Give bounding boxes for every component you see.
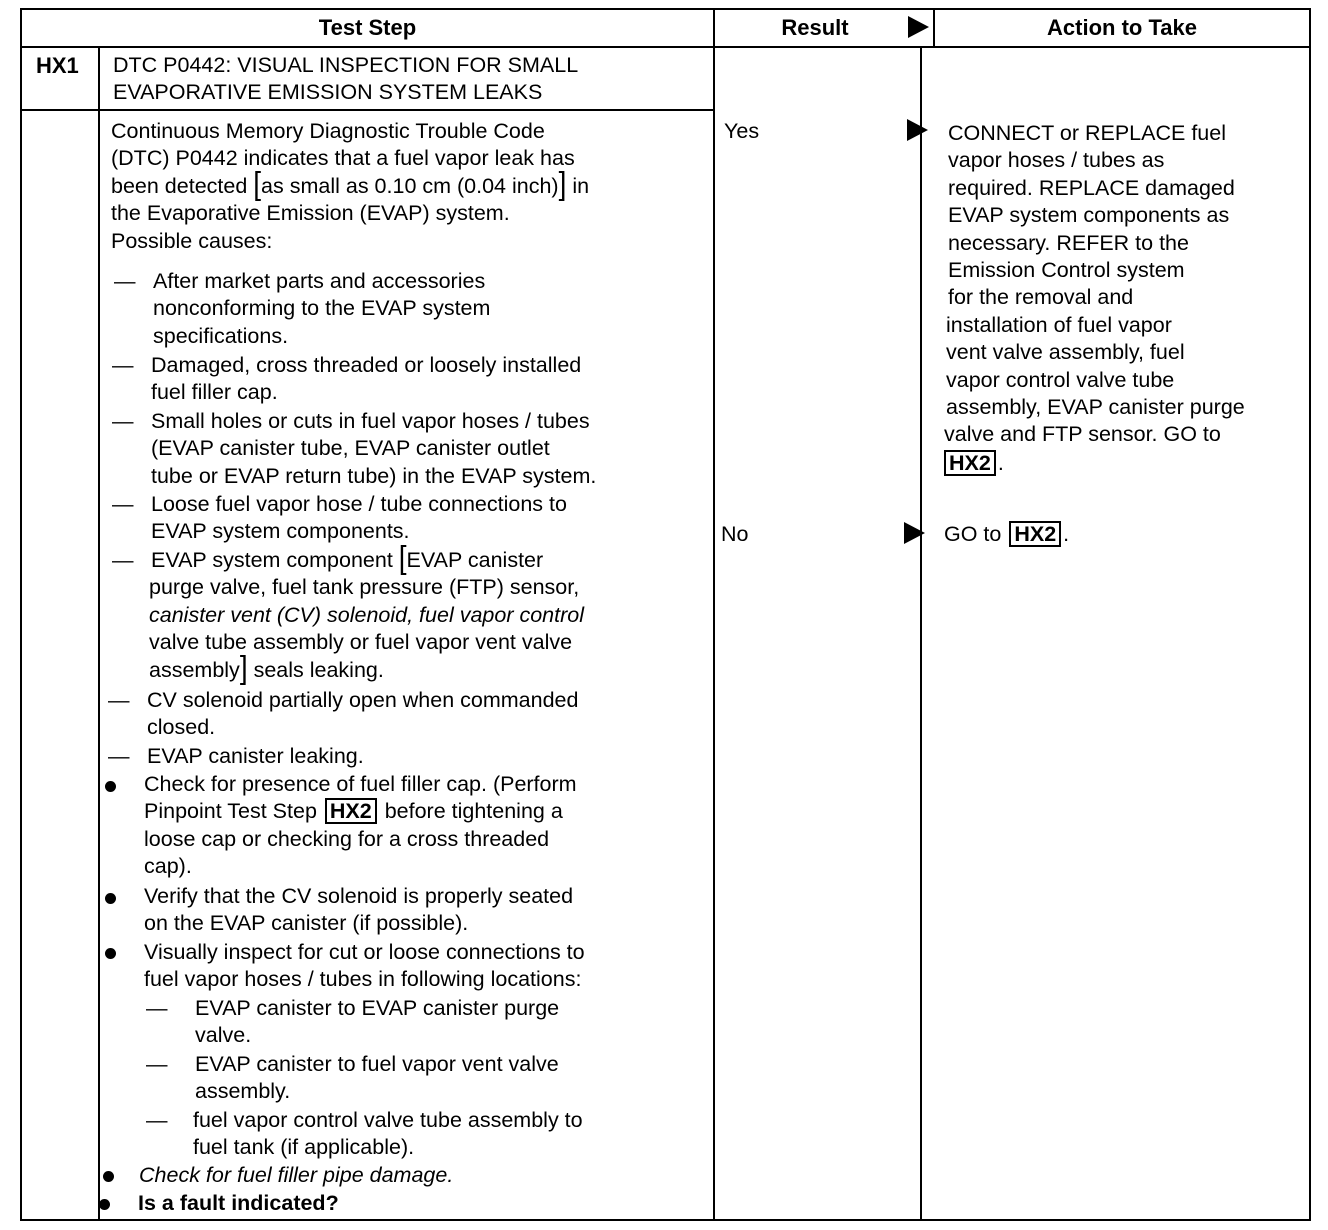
location-line: fuel tank (if applicable). [193,1135,415,1160]
close-bracket-icon: ] [239,649,248,685]
cause-line: specifications. [153,323,289,348]
intro-measurement: as small as 0.10 cm (0.04 inch) [261,173,559,198]
action-line: valve and FTP sensor. GO to [944,422,1221,447]
action-line: assembly, EVAP canister purge [946,395,1245,419]
dash-icon: — [146,996,168,1020]
close-bracket-icon: ] [558,165,567,202]
intro-line: Possible causes: [111,228,273,253]
check-line: Check for presence of fuel filler cap. (Perform [144,772,577,796]
id-cell-bottom-border [20,109,100,111]
action-line: vapor control valve tube [946,367,1175,392]
cause-text: EVAP canister [406,548,544,572]
cause-line: EVAP canister leaking. [147,744,364,768]
dash-icon: — [112,409,134,433]
step-column-border [713,8,715,1221]
step-title-bottom-border [98,109,714,111]
action-line: for the removal and [948,285,1134,310]
cause-text: assembly [149,657,240,682]
cause-line: valve tube assembly or fuel vapor vent valve [149,630,573,655]
cause-line: After market parts and accessories [153,269,486,293]
cause-line: (EVAP canister tube, EVAP canister outlet [151,436,550,461]
step-id: HX1 [36,53,79,78]
check-line: cap). [144,854,192,879]
check-line [144,798,563,825]
intro-line: Continuous Memory Diagnostic Trouble Code [111,119,545,143]
cause-line: canister vent (CV) solenoid, fuel vapor control [149,602,584,627]
cause-line: tube or EVAP return tube) in the EVAP system. [151,463,597,488]
action-line: EVAP system components as [948,203,1230,228]
intro-line: the Evaporative Emission (EVAP) system. [111,201,510,226]
bullet-icon [105,948,116,959]
dash-icon: — [146,1108,168,1132]
cause-line: Small holes or cuts in fuel vapor hoses / tubes [151,409,590,433]
step-title-line-1: DTC P0442: VISUAL INSPECTION FOR SMALL [113,53,579,77]
check-line: loose cap or checking for a cross threaded [144,826,550,851]
header-test-step: Test Step [318,15,417,40]
dash-icon: — [112,353,134,377]
action-line: vent valve assembly, fuel [946,340,1185,365]
check-line: Check for fuel filler pipe damage. [139,1163,454,1187]
check-line: Visually inspect for cut or loose connections to [144,940,585,964]
step-ref-hx2[interactable]: HX2 [325,798,377,824]
cause-text: EVAP system component [151,548,399,572]
location-line: EVAP canister to fuel vapor vent valve [195,1052,559,1076]
cause-line: fuel filler cap. [151,380,278,405]
location-line: valve. [195,1023,252,1048]
intro-line: (DTC) P0442 indicates that a fuel vapor leak has [111,146,575,171]
step-ref-hx2[interactable]: HX2 [1009,521,1061,547]
action-line: Emission Control system [948,258,1185,282]
header-arrow-icon [908,16,929,38]
cause-line: nonconforming to the EVAP system [153,296,491,321]
bullet-icon [105,893,116,904]
location-line: fuel vapor control valve tube assembly to [193,1108,583,1132]
cause-line [151,539,544,576]
action-line [944,450,1004,477]
action-line: CONNECT or REPLACE fuel [948,121,1226,145]
check-line: on the EVAP canister (if possible). [144,911,469,936]
step-title-line-2: EVAPORATIVE EMISSION SYSTEM LEAKS [113,80,543,104]
dash-icon: — [114,269,136,293]
action-line: necessary. REFER to the [948,230,1189,255]
bullet-icon [105,781,116,792]
action-text: GO to [944,522,1008,546]
action-no [944,521,1069,548]
cause-line: closed. [147,715,216,740]
open-bracket-icon: [ [253,165,262,202]
cause-line: EVAP system components. [151,519,410,544]
bullet-icon [103,1171,114,1182]
cause-line: CV solenoid partially open when commanded [147,688,579,712]
action-line: required. REPLACE damaged [948,175,1235,200]
dash-icon: — [108,688,130,712]
bullet-icon [99,1199,110,1210]
check-line: fuel vapor hoses / tubes in following locations: [144,967,582,992]
dash-icon: — [108,744,130,768]
location-line: EVAP canister to EVAP canister purge [195,996,560,1020]
action-line: vapor hoses / tubes as [948,148,1165,173]
result-column-border [920,46,922,1221]
check-text: Pinpoint Test Step [144,799,323,824]
intro-text: been detected [111,173,254,198]
cause-line [149,649,384,685]
header-action: Action to Take [1047,15,1197,40]
check-line: Verify that the CV solenoid is properly seated [144,884,574,908]
cause-line: purge valve, fuel tank pressure (FTP) sensor, [149,575,580,600]
action-text: . [997,451,1004,475]
open-bracket-icon: [ [398,539,407,576]
cause-text: seals leaking. [247,657,384,682]
header-result: Result [781,15,849,40]
dash-icon: — [112,548,134,572]
action-text: . [1063,522,1070,546]
check-text: before tightening a [378,799,563,824]
checks-list [0,771,713,1221]
step-ref-hx2[interactable]: HX2 [944,450,996,476]
action-line: installation of fuel vapor [946,312,1172,337]
intro-line [111,165,590,202]
question-line: Is a fault indicated? [138,1191,339,1215]
dash-icon: — [146,1052,168,1076]
cause-line: Loose fuel vapor hose / tube connections to [151,492,567,516]
intro-text: in [566,173,590,198]
result-no-arrow-icon [904,522,925,544]
result-yes-arrow-icon [907,119,928,141]
result-no: No [721,522,749,546]
table-right-border [1309,8,1311,1221]
cause-line: Damaged, cross threaded or loosely installed [151,353,582,377]
location-line: assembly. [195,1079,291,1104]
result-yes: Yes [724,119,760,143]
dash-icon: — [112,492,134,516]
